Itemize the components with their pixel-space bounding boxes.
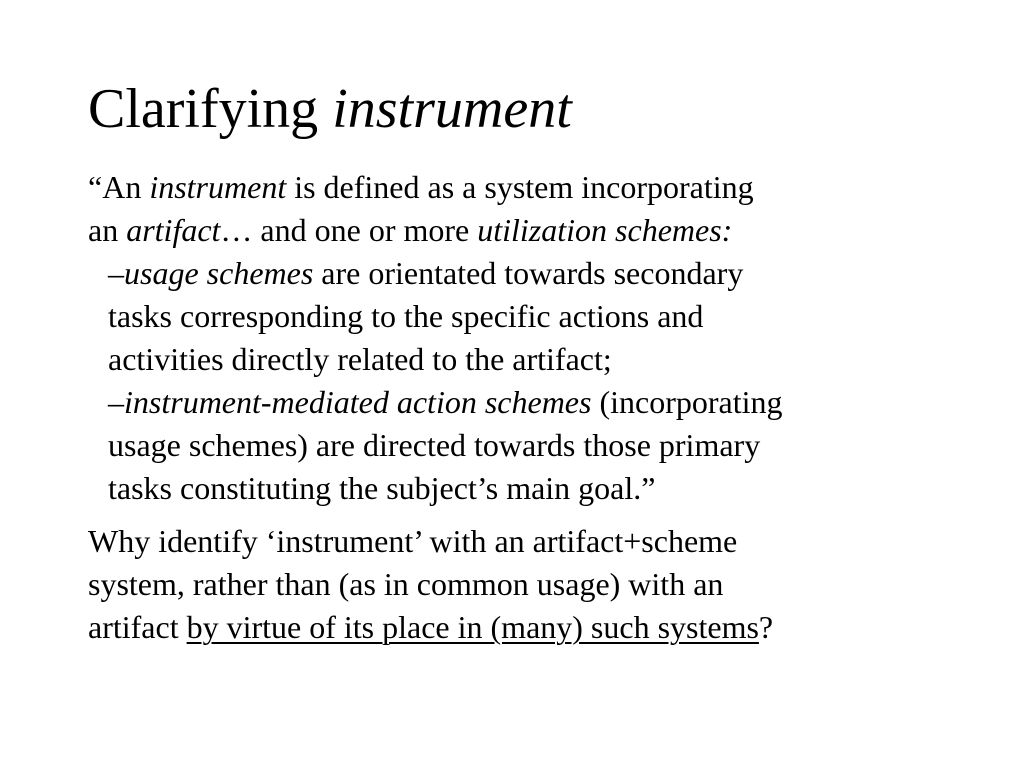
slide-title-italic: instrument [332,78,572,140]
quote-line-1-text-b: is defined as a system incorporating [286,169,754,205]
usage-schemes-line-3: activities directly related to the artifact; [108,341,612,377]
quote-line-1-text-a: “An [88,169,150,205]
quote-line-2-text-b: … and one or more [220,212,478,248]
action-schemes-line-2: usage schemes) are directed towards those primary [108,427,761,463]
usage-schemes-dash: – [108,255,124,291]
action-schemes-term: instrument-mediated action schemes [124,384,592,420]
question-line-3 [88,606,988,649]
question-line-1: Why identify ‘instrument’ with an artifact+scheme [88,523,738,559]
action-schemes-line-3: tasks constituting the subject’s main goal.” [108,470,656,506]
usage-schemes-line-1-rest: are orientated towards secondary [313,255,744,291]
usage-schemes-term: usage schemes [124,255,314,291]
question-line-3-text-a: artifact [88,609,187,645]
question-mark: ? [758,609,774,645]
quote-paragraph [88,166,988,252]
usage-schemes-line-1 [108,252,988,295]
slide-body [88,166,988,649]
question-paragraph [88,520,988,649]
action-schemes-dash: – [108,384,124,420]
usage-schemes-line-2: tasks corresponding to the specific actions and [108,298,704,334]
action-schemes-line-1-rest: (incorporating [591,384,783,420]
quote-line-1 [88,166,988,209]
question-line-2: system, rather than (as in common usage) with an [88,566,724,602]
slide-title-plain: Clarifying [88,78,333,140]
question-underlined-phrase: by virtue of its place in (many) such systems [186,609,759,645]
action-schemes-line-1 [108,381,988,424]
usage-schemes-item [88,252,988,381]
quote-line-2-text-a: an [88,212,127,248]
quote-line-2-italic-b: utilization schemes: [477,212,733,248]
slide-title [88,76,572,143]
action-schemes-item [88,381,988,510]
quote-line-2-italic-a: artifact [126,212,221,248]
quote-line-2 [88,209,988,252]
paragraph-gap [88,510,988,520]
quote-line-1-italic: instrument [149,169,287,205]
